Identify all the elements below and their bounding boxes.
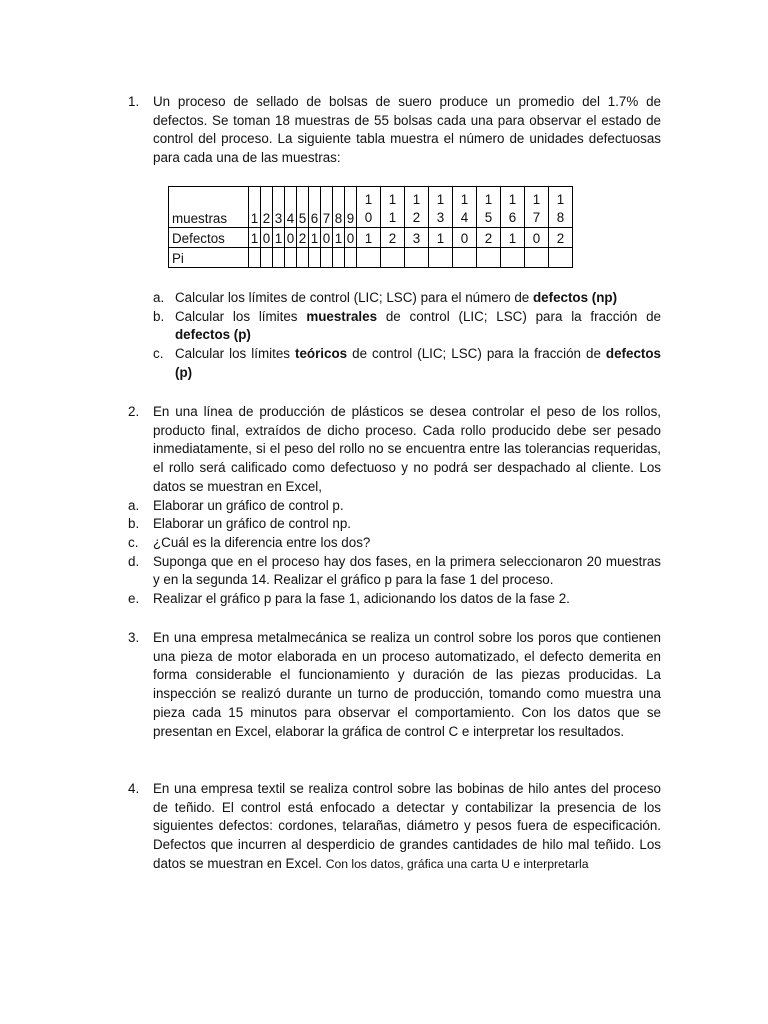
question-2-item-b: b. Elaborar un gráfico de control np. — [128, 516, 352, 532]
sample-cell: 3 — [273, 187, 285, 228]
question-2-item-e: e. Realizar el gráfico p para la fase 1, adicionando los datos de la fase 2. — [128, 591, 570, 607]
pi-cell — [273, 248, 285, 268]
row-label-pi: Pi — [169, 248, 249, 268]
sample-cell: 12 — [405, 187, 429, 228]
sample-cell: 5 — [297, 187, 309, 228]
pi-cell — [477, 248, 501, 268]
question-2-item-c: c. ¿Cuál es la diferencia entre los dos? — [128, 534, 371, 550]
sample-cell: 11 — [381, 187, 405, 228]
sample-cell: 15 — [477, 187, 501, 228]
sample-cell: 16 — [501, 187, 525, 228]
pi-cell — [501, 248, 525, 268]
question-1-item-b: b. Calcular los límites muestrales de control (LIC; LSC) para la fracción de defectos (p) — [153, 308, 661, 343]
question-2-text: En una línea de producción de plásticos se desea controlar el peso de los rollos, producto final, extraídos de dicho proceso. Cada rollo producido debe ser pesado inmediatamente, si el peso del rollo no se encuentra entre las tolerancias requeridas, el rollo será calificado como defectuoso y no podrá ser despachado al cliente. Los datos se muestran en Excel, — [153, 404, 661, 494]
pi-cell — [357, 248, 381, 268]
defect-cell: 1 — [309, 228, 321, 248]
question-2 — [128, 403, 661, 609]
sample-cell: 18 — [549, 187, 573, 228]
table-row-defectos — [169, 228, 573, 248]
defect-cell: 0 — [525, 228, 549, 248]
sample-cell: 10 — [357, 187, 381, 228]
sample-cell: 8 — [333, 187, 345, 228]
question-1-number: 1. — [128, 94, 140, 109]
table-row-muestras — [169, 187, 573, 228]
question-4 — [128, 780, 661, 874]
defect-cell: 2 — [381, 228, 405, 248]
defect-cell: 1 — [429, 228, 453, 248]
question-1 — [128, 93, 661, 168]
pi-cell — [429, 248, 453, 268]
sample-cell: 7 — [321, 187, 333, 228]
pi-cell — [405, 248, 429, 268]
pi-cell — [381, 248, 405, 268]
defect-cell: 1 — [501, 228, 525, 248]
defect-cell: 1 — [357, 228, 381, 248]
defect-cell: 0 — [261, 228, 273, 248]
sample-cell: 2 — [261, 187, 273, 228]
pi-cell — [297, 248, 309, 268]
pi-cell — [321, 248, 333, 268]
defect-cell: 1 — [249, 228, 261, 248]
question-3-number: 3. — [128, 630, 140, 645]
sample-cell: 13 — [429, 187, 453, 228]
table-row-pi — [169, 248, 573, 268]
defect-cell: 0 — [321, 228, 333, 248]
defect-cell: 0 — [285, 228, 297, 248]
sample-cell: 4 — [285, 187, 297, 228]
question-3 — [128, 629, 661, 741]
question-2-item-d: d. Suponga que en el proceso hay dos fases, en la primera seleccionaron 20 muestras y en la segunda 14. Realizar el gráfico p para la fase 1 del proceso. — [128, 553, 661, 588]
sample-cell: 14 — [453, 187, 477, 228]
pi-cell — [345, 248, 357, 268]
question-1-text: Un proceso de sellado de bolsas de suero produce un promedio del 1.7% de defectos. Se toman 18 muestras de 55 bolsas cada una para observar el estado de control del proceso. La siguiente tabla muestra el número de unidades defectuosas para cada una de las muestras: — [153, 94, 661, 166]
sample-cell: 6 — [309, 187, 321, 228]
defect-cell: 0 — [453, 228, 477, 248]
question-1-items — [128, 289, 661, 383]
defect-cell: 1 — [273, 228, 285, 248]
question-1-item-c: c. Calcular los límites teóricos de control (LIC; LSC) para la fracción de defectos (p) — [153, 346, 661, 380]
pi-cell — [333, 248, 345, 268]
pi-cell — [549, 248, 573, 268]
question-1-item-a: a. Calcular los límites de control (LIC; LSC) para el número de defectos (np) — [153, 290, 618, 305]
pi-cell — [309, 248, 321, 268]
defects-table — [168, 186, 573, 268]
row-label-defectos: Defectos — [169, 228, 249, 248]
defect-cell: 1 — [333, 228, 345, 248]
defect-cell: 2 — [477, 228, 501, 248]
question-2-number: 2. — [128, 404, 140, 419]
defect-cell: 2 — [297, 228, 309, 248]
pi-cell — [453, 248, 477, 268]
pi-cell — [525, 248, 549, 268]
question-3-text: En una empresa metalmecánica se realiza un control sobre los poros que contienen una pieza de motor elaborada en un proceso automatizado, el defecto demerita en forma considerable el funcionamiento y duración de las piezas producidas. La inspección se realizó durante un turno de producción, tomando como muestra una pieza cada 15 minutos para observar el comportamiento. Con los datos que se presentan en Excel, elaborar la gráfica de control C e interpretar los resultados. — [153, 630, 661, 739]
pi-cell — [285, 248, 297, 268]
pi-cell — [261, 248, 273, 268]
pi-cell — [249, 248, 261, 268]
defect-cell: 0 — [345, 228, 357, 248]
sample-cell: 9 — [345, 187, 357, 228]
question-4-number: 4. — [128, 781, 140, 796]
question-4-text: En una empresa textil se realiza control sobre las bobinas de hilo antes del proceso de teñido. El control está enfocado a detectar y contabilizar la presencia de los siguientes defectos: cordones, telarañas, diámetro y pesos fuera de especificación. Defectos que incurren al desperdicio de grandes cantidades de hilo mal teñido. Los datos se muestran en Excel. Con los datos, gráfica una carta U e interpretarla — [153, 781, 661, 871]
defect-cell: 2 — [549, 228, 573, 248]
defect-cell: 3 — [405, 228, 429, 248]
question-2-item-a: a. Elaborar un gráfico de control p. — [128, 497, 344, 513]
sample-cell: 1 — [249, 187, 261, 228]
sample-cell: 17 — [525, 187, 549, 228]
row-label-muestras: muestras — [169, 187, 249, 228]
